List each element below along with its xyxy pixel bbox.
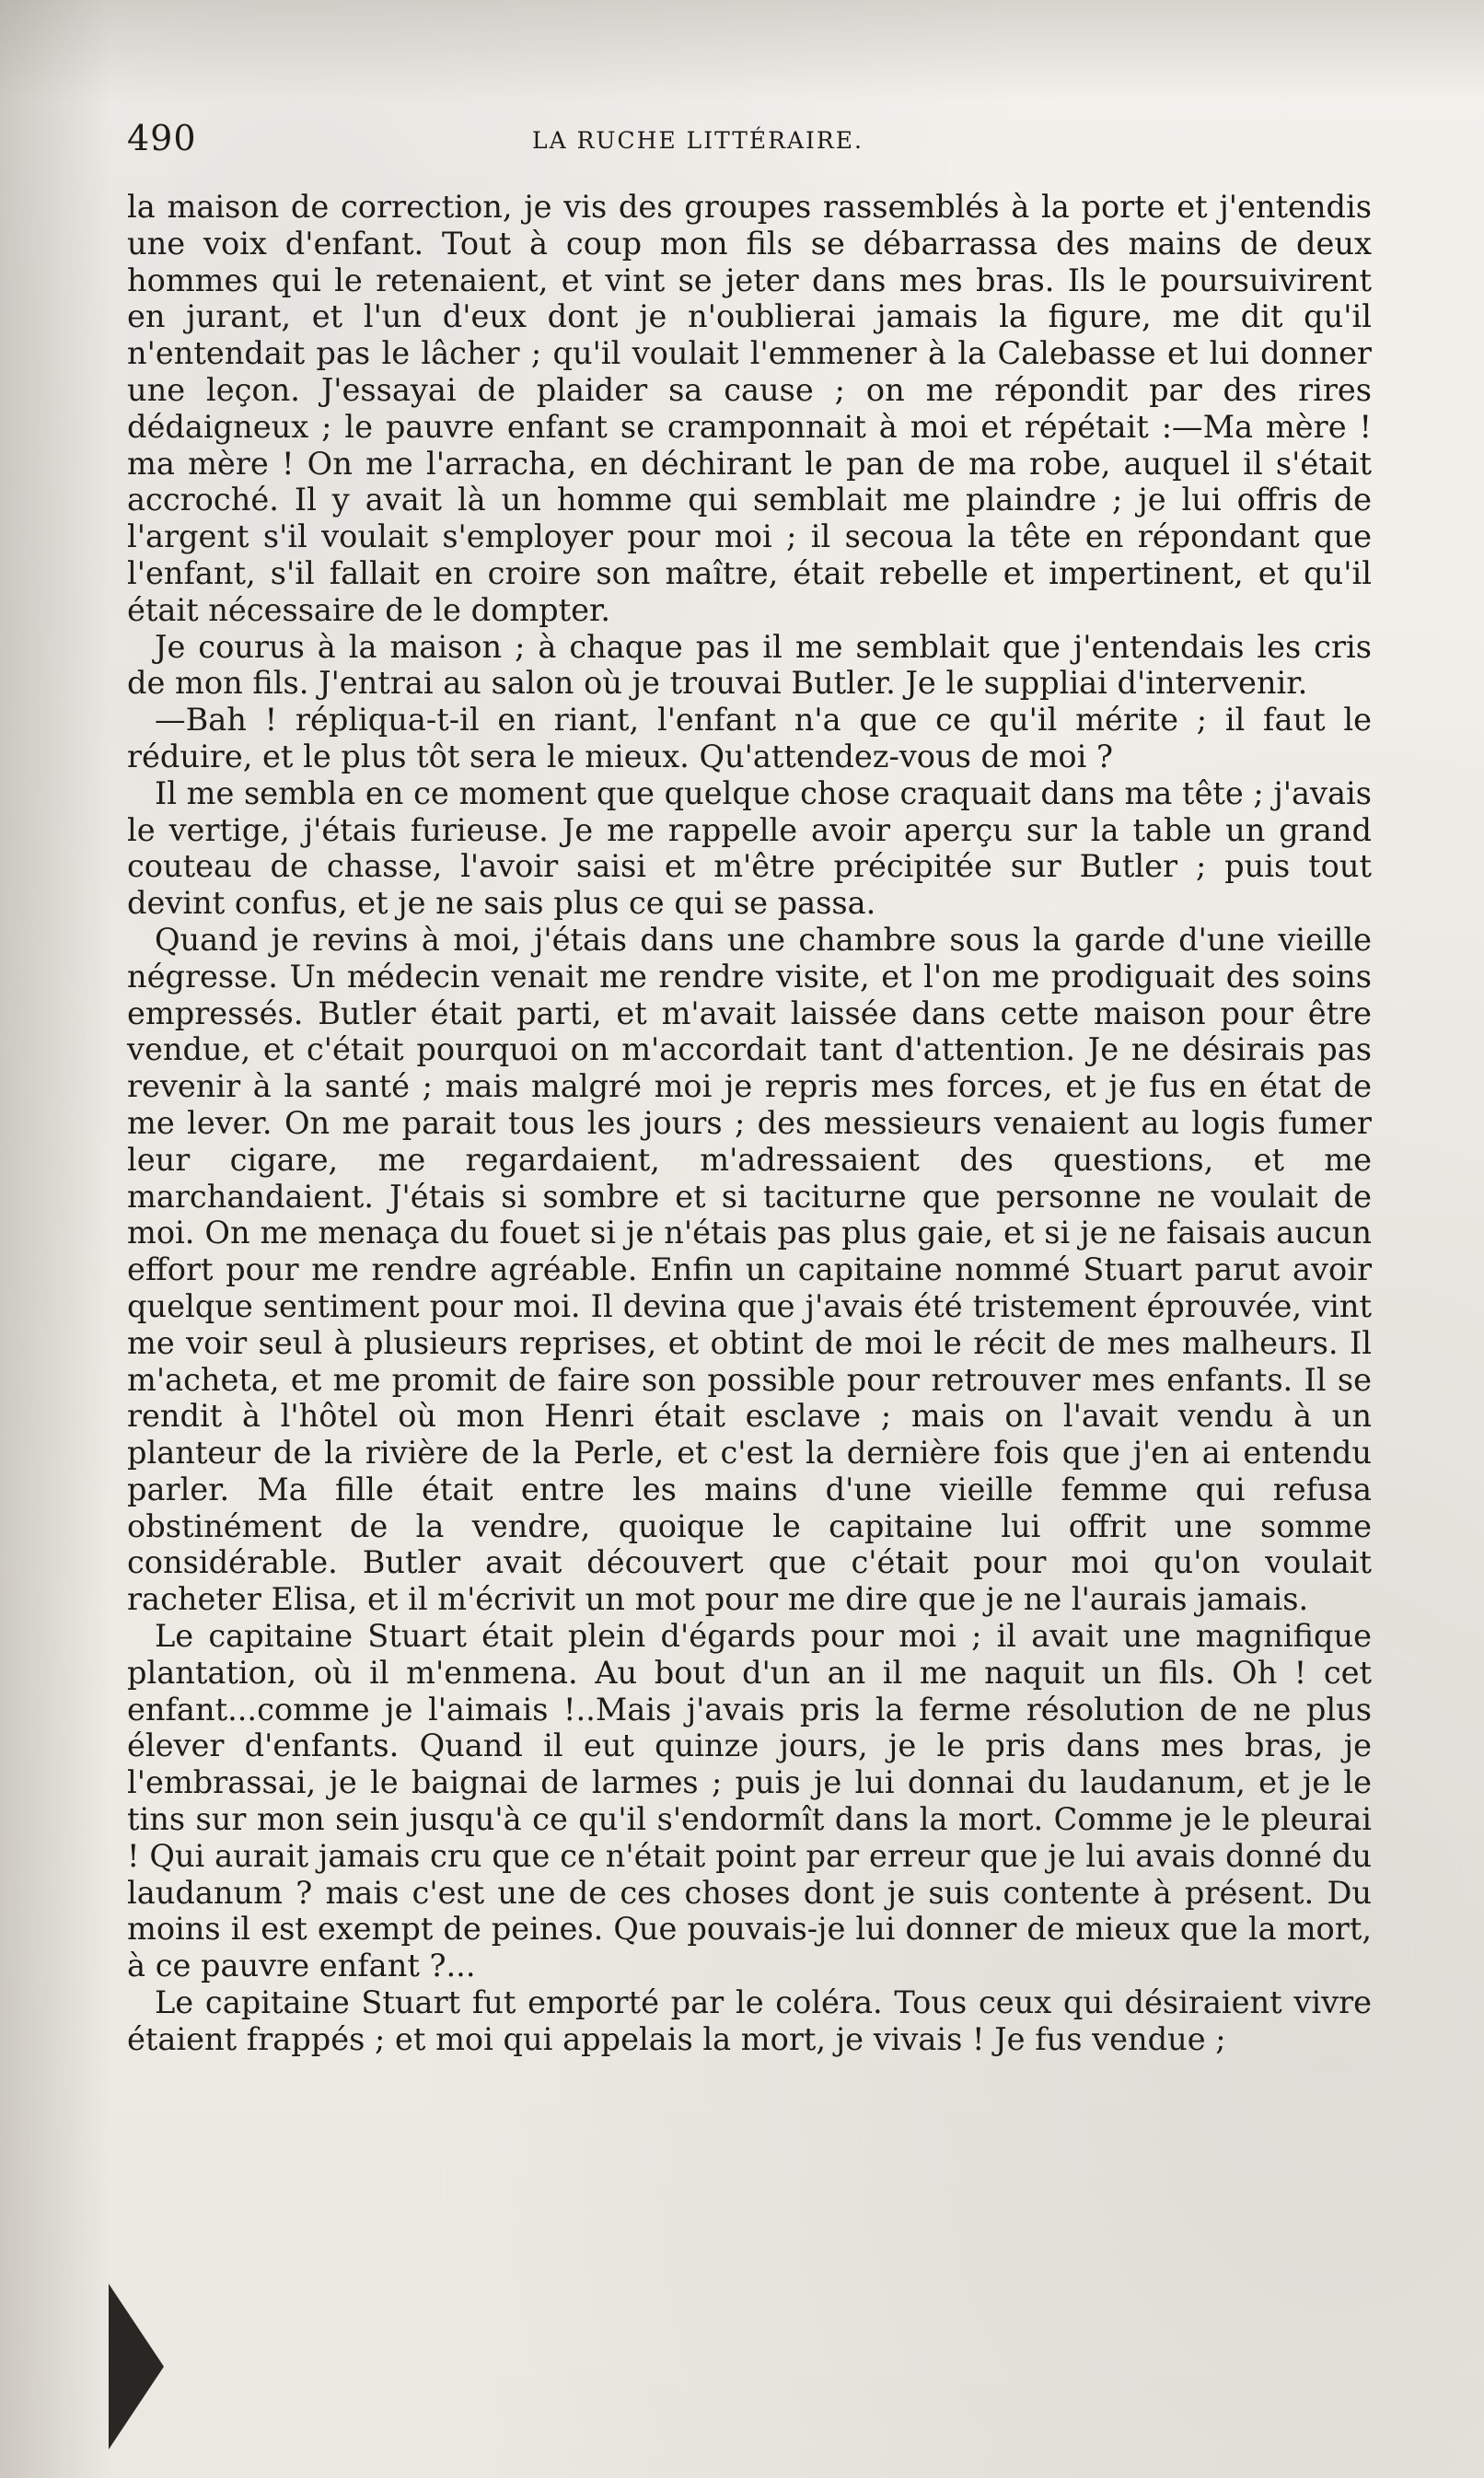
paragraph: Le capitaine Stuart était plein d'égards pour moi ; il avait une magnifique plantation, où il m'enmena. Au bout d'un an il me naquit un fils. Oh ! cet enfant...comme je l'aimais !..Mais j'avais pris la ferme résolution de ne plus élever d'enfants. Quand il eut quinze jours, je le pris dans mes bras, je l'embrassai, je le baignai de larmes ; puis je lui donnai du laudanum, et je le tins sur mon sein jusqu'à ce qu'il s'endormît dans la mort. Comme je le pleurai ! Qui aurait jamais cru que ce n'était point par erreur que je lui avais donné du laudanum ? mais c'est une de ces choses dont je suis contente à présent. Du moins il est exempt de peines. Que pouvais-je lui donner de mieux que la mort, à ce pauvre enfant ?... xyxy=(127,1618,1372,1984)
paragraph: Je courus à la maison ; à chaque pas il me semblait que j'entendais les cris de mon fils. J'entrai au salon où je trouvai Butler. Je le suppliai d'intervenir. xyxy=(127,628,1372,702)
paragraph: Il me sembla en ce moment que quelque chose craquait dans ma tête ; j'avais le vertige, j'étais furieuse. Je me rappelle avoir aperçu sur la table un grand couteau de chasse, l'avoir saisi et m'être précipitée sur Butler ; puis tout devint confus, et je ne sais plus ce qui se passa. xyxy=(127,774,1373,922)
scan-corner-mark xyxy=(109,2284,164,2449)
page-header xyxy=(127,118,1370,164)
body-text xyxy=(127,189,1372,2058)
paragraph: Quand je revins à moi, j'étais dans une chambre sous la garde d'une vieille négresse. Un médecin venait me rendre visite, et l'on me prodiguait des soins empressés. Butler était parti, et m'avait laissée dans cette maison pour être vendue, et c'était pourquoi on m'accordait tant d'attention. Je ne désirais pas revenir à la santé ; mais malgré moi je repris mes forces, et je fus en état de me lever. On me parait tous les jours ; des messieurs venaient au logis fumer leur cigare, me regardaient, m'adressaient des questions, et me marchandaient. J'étais si sombre et si taciturne que personne ne voulait de moi. On me menaça du fouet si je n'étais pas plus gaie, et si je ne faisais aucun effort pour me rendre agréable. Enfin un capitaine nommé Stuart parut avoir quelque sentiment pour moi. Il devina que j'avais été tristement éprouvée, vint me voir seul à plusieurs reprises, et obtint de moi le récit de mes malheurs. Il m'acheta, et me promit de faire son possible pour retrouver mes enfants. Il se rendit à l'hôtel où mon Henri était esclave ; mais on l'avait vendu à un planteur de la rivière de la Perle, et c'est la dernière fois que j'en ai entendu parler. Ma fille était entre les mains d'une vieille femme qui refusa obstinément de la vendre, quoique le capitaine lui offrit une somme considérable. Butler avait découvert que c'était pour moi qu'on voulait racheter Elisa, et il m'écrivit un mot pour me dire que je ne l'aurais jamais. xyxy=(127,921,1372,1618)
paragraph: la maison de correction, je vis des groupes rassemblés à la porte et j'entendis une voix d'enfant. Tout à coup mon fils se débarrassa des mains de deux hommes qui le retenaient, et vint se jeter dans mes bras. Ils le poursuivirent en jurant, et l'un d'eux dont je n'oublierai jamais la figure, me dit qu'il n'entendait pas le lâcher ; qu'il voulait l'emmener à la Calebasse et lui donner une leçon. J'essayai de plaider sa cause ; on me répondit par des rires dédaigneux ; le pauvre enfant se cramponnait à moi et répétait :—Ma mère ! ma mère ! On me l'arracha, en déchirant le pan de ma robe, auquel il s'était accroché. Il y avait là un homme qui semblait me plaindre ; je lui offris de l'argent s'il voulait s'employer pour moi ; il secoua la tête en répondant que l'enfant, s'il fallait en croire son maître, était rebelle et impertinent, et qu'il était nécessaire de le dompter. xyxy=(127,189,1372,628)
running-title: LA RUCHE LITTÉRAIRE. xyxy=(532,127,864,154)
paragraph: Le capitaine Stuart fut emporté par le coléra. Tous ceux qui désiraient vivre étaient frappés ; et moi qui appelais la mort, je vivais ! Je fus vendue ; xyxy=(127,1984,1372,2057)
scan-top-shadow xyxy=(0,0,1484,101)
scan-edge-shadow xyxy=(0,0,110,2478)
paragraph: —Bah ! répliqua-t-il en riant, l'enfant n'a que ce qu'il mérite ; il faut le réduire, et le plus tôt sera le mieux. Qu'attendez-vous de moi ? xyxy=(127,702,1372,774)
page-number: 490 xyxy=(127,118,197,158)
